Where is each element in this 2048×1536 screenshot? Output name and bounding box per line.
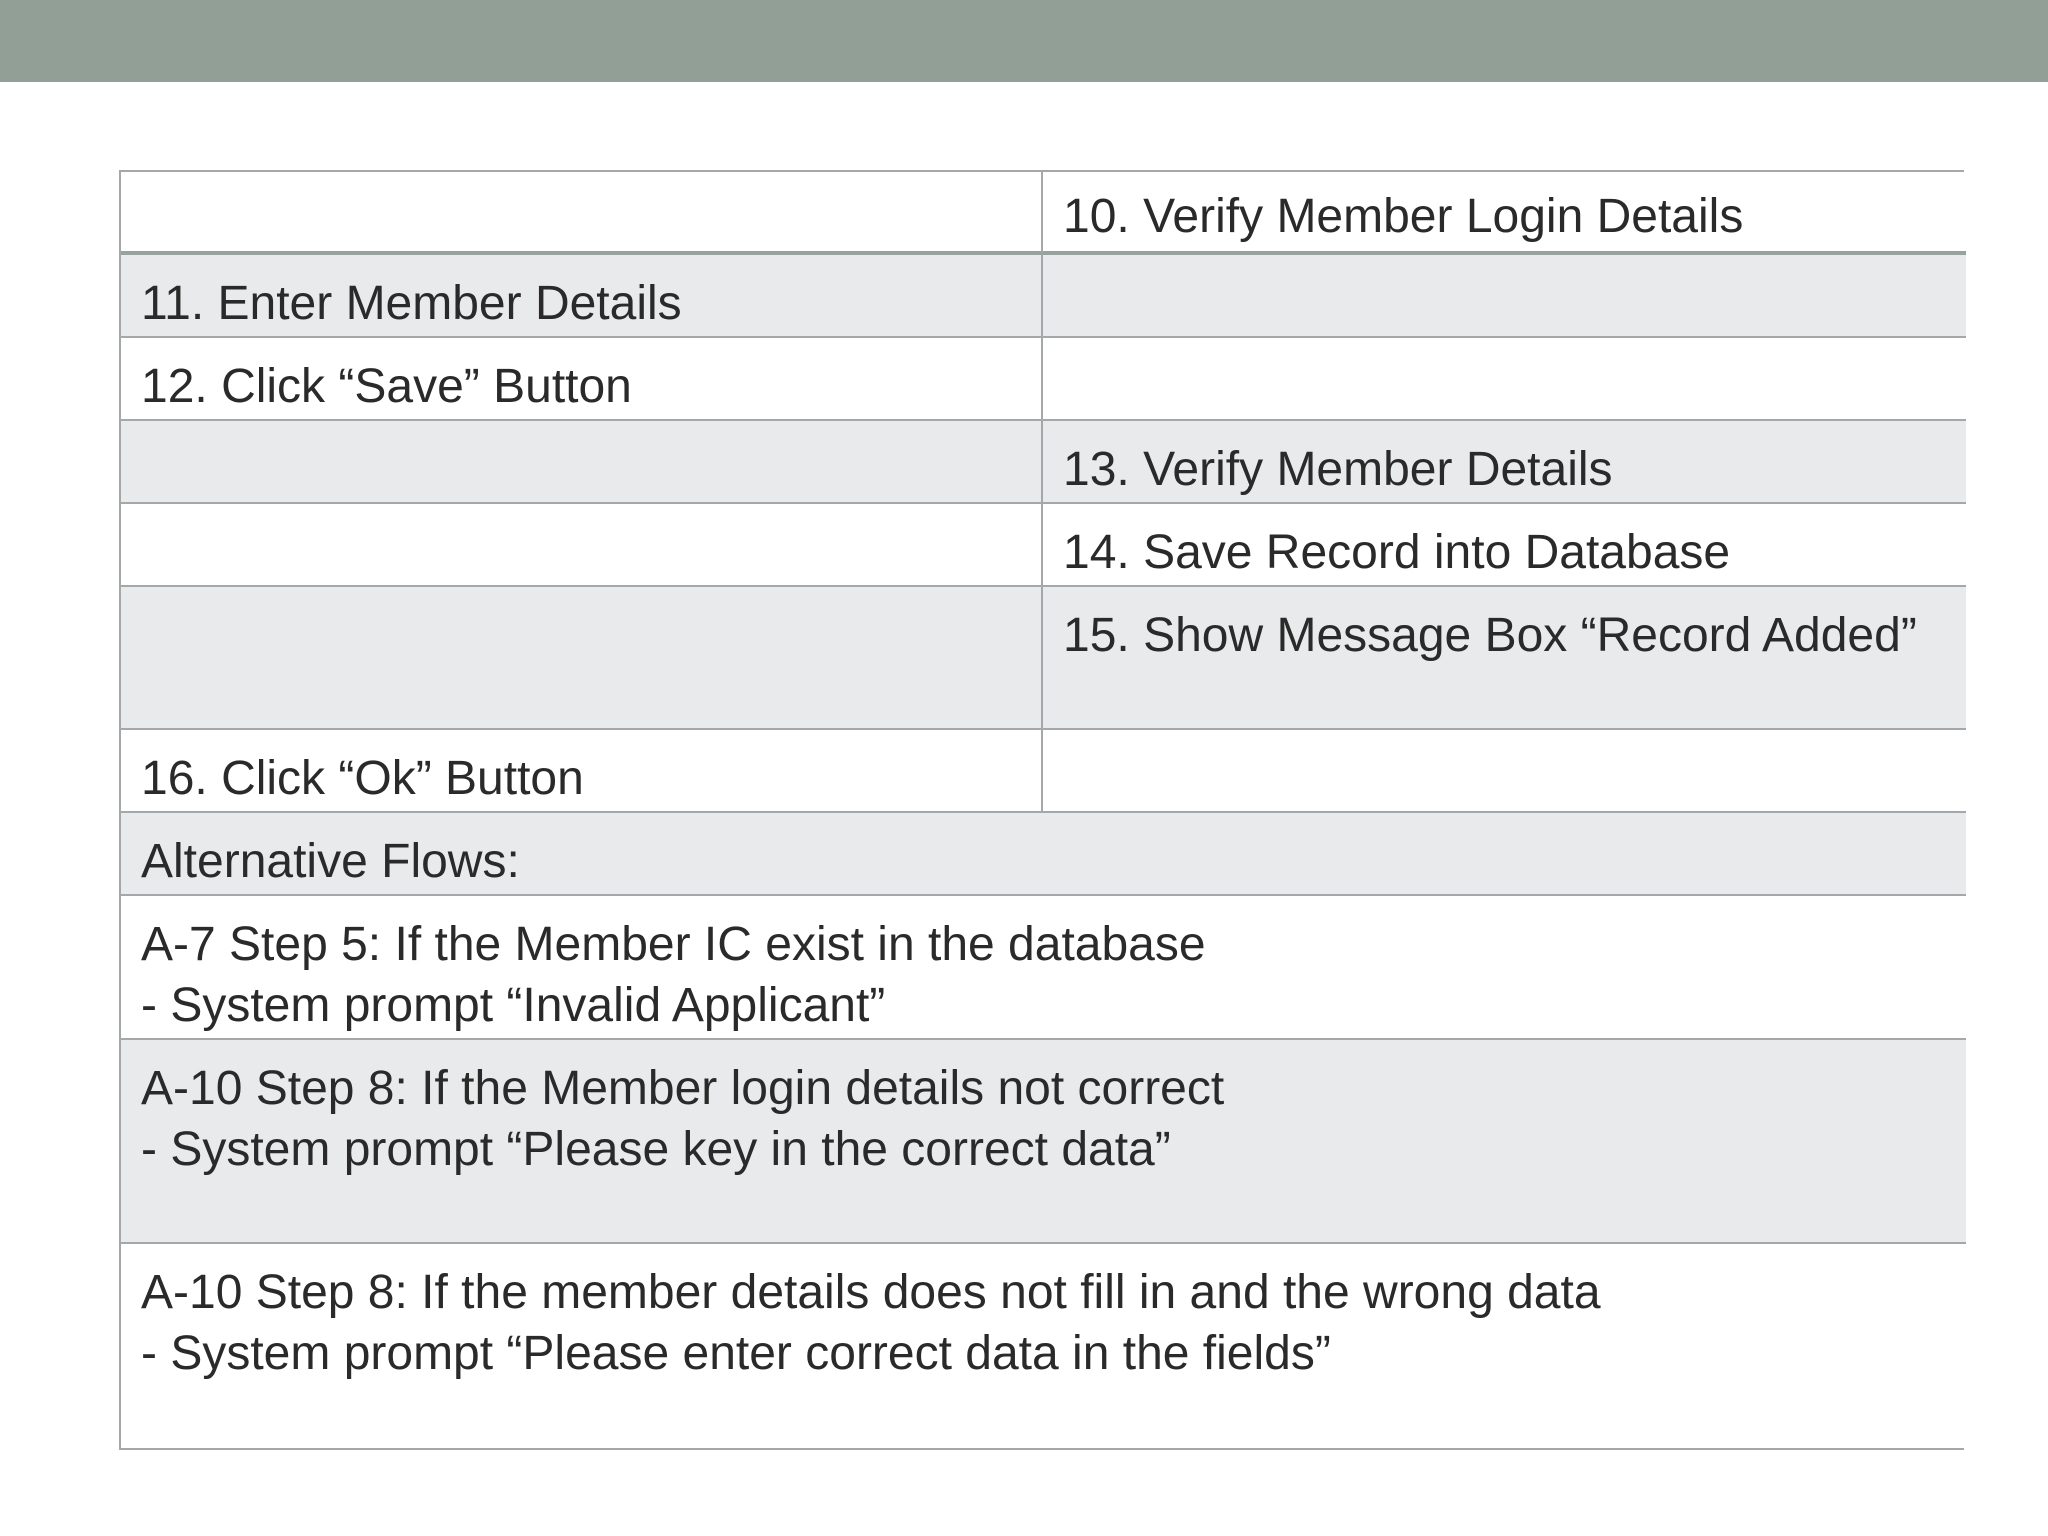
system-cell-12: [1043, 338, 1966, 421]
system-cell-14: 14. Save Record into Database: [1043, 504, 1966, 587]
alternative-flow-a10-login: A-10 Step 8: If the Member login details not correct - System prompt “Please key in the correct data”: [121, 1040, 1966, 1244]
alternative-flow-a7: A-7 Step 5: If the Member IC exist in the database - System prompt “Invalid Applicant”: [121, 896, 1966, 1040]
system-cell-10: 10. Verify Member Login Details: [1043, 172, 1966, 255]
actor-cell-16: 16. Click “Ok” Button: [121, 730, 1043, 813]
system-cell-13: 13. Verify Member Details: [1043, 421, 1966, 504]
system-cell-16: [1043, 730, 1966, 813]
alternative-flows-heading: Alternative Flows:: [121, 813, 1966, 896]
actor-cell-11: 11. Enter Member Details: [121, 255, 1043, 338]
header-band: [0, 0, 2048, 82]
system-cell-15: 15. Show Message Box “Record Added”: [1043, 587, 1966, 730]
actor-cell-14: [121, 504, 1043, 587]
actor-cell-10: [121, 172, 1043, 255]
use-case-table: [119, 170, 1964, 1450]
actor-cell-15: [121, 587, 1043, 730]
alternative-flow-a10-details: A-10 Step 8: If the member details does not fill in and the wrong data - System prompt “Please enter correct data in the fields”: [121, 1244, 1966, 1448]
actor-cell-13: [121, 421, 1043, 504]
system-cell-11: [1043, 255, 1966, 338]
actor-cell-12: 12. Click “Save” Button: [121, 338, 1043, 421]
